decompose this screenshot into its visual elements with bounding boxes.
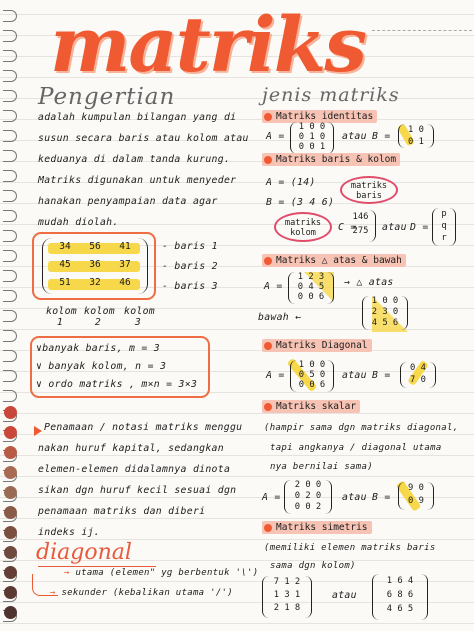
label-A: A =	[262, 492, 281, 503]
ring-icon	[3, 310, 17, 322]
ring-icon	[3, 30, 17, 42]
matrix-row: 1 0 0	[371, 296, 399, 306]
oval-matriks-kolom: matriks kolom	[274, 212, 332, 242]
matrix-cell: 46	[119, 277, 131, 288]
matrix-row: 2 3 0	[371, 307, 399, 317]
atau-label: atau	[342, 131, 367, 142]
section-title: Matriks identitas	[276, 111, 374, 122]
ring-icon	[3, 270, 17, 282]
example-matrix	[42, 238, 148, 294]
pengertian-line: Matriks digunakan untuk menyeder	[38, 175, 237, 186]
label-B: B =	[372, 492, 391, 503]
matrix-row: r	[441, 233, 447, 243]
matrix-row: 0 4	[410, 363, 426, 373]
kolom-matrix-C	[346, 210, 376, 242]
ring-icon	[3, 290, 17, 302]
ring-icon	[3, 370, 17, 382]
matrix-row: 0 5 0	[298, 370, 326, 380]
ring-dot-icon	[4, 486, 17, 499]
ring-icon	[3, 350, 17, 362]
label-D: D =	[410, 222, 429, 233]
heading-pengertian: Pengertian	[38, 84, 176, 110]
label-B: B =	[372, 370, 391, 381]
pengertian-line: mudah diolah.	[38, 217, 119, 228]
baris-text: baris 3	[174, 281, 218, 292]
diagonal-utama: → utama (elemen" yg berbentuk '\')	[64, 568, 259, 578]
matrix-row: 6 8 6	[386, 590, 414, 600]
matrix-row: 0 2 0	[294, 491, 322, 501]
title-divider	[372, 30, 472, 31]
matrix-cell: 36	[89, 259, 101, 270]
skalar-desc: (hampir sama dgn matriks diagonal,	[264, 423, 459, 433]
ring-dot-icon	[4, 526, 17, 539]
section-title: Matriks skalar	[276, 401, 357, 412]
bullet-icon	[264, 342, 272, 350]
ring-dot-icon	[4, 586, 17, 599]
oval-matriks-baris: matriks baris	[340, 176, 398, 204]
ring-icon	[3, 50, 17, 62]
simetris-desc: sama dgn kolom)	[270, 561, 356, 571]
arrow-icon	[34, 426, 42, 436]
penamaan-line: indeks ij.	[38, 527, 100, 538]
matrix-row: 0 1 0	[298, 132, 326, 142]
bullet-icon	[264, 113, 272, 121]
ring-dot-icon	[4, 426, 17, 439]
section-title: Matriks baris & kolom	[276, 154, 397, 165]
pengertian-line: hanakan penyampaian data agar	[38, 196, 218, 207]
section-skalar	[262, 400, 360, 413]
ring-icon	[3, 10, 17, 22]
kolom-label: kolom 1	[46, 306, 77, 328]
section-title: Matriks simetris	[276, 522, 368, 533]
segitiga-bawah-matrix	[362, 296, 408, 330]
bullet-icon	[264, 524, 272, 532]
baris-example-B: B = (3 4 6)	[266, 197, 335, 208]
baris-label: - baris 1	[162, 241, 218, 252]
matrix-row: 2 1 8	[273, 603, 301, 613]
atau-label: atau	[342, 370, 367, 381]
kolom-matrix-D	[432, 208, 456, 246]
bullet-icon	[264, 257, 272, 265]
matrix-row: 0 9	[408, 496, 424, 506]
ring-dot-icon	[4, 446, 17, 459]
section-title: Matriks △ atas & bawah	[276, 255, 402, 266]
baris-label: - baris 3	[162, 281, 218, 292]
section-baris-kolom	[262, 153, 400, 166]
atau-label: atau	[382, 222, 407, 233]
section-title: Matriks Diagonal	[276, 340, 368, 351]
segitiga-atas-matrix	[288, 272, 334, 304]
matrix-row: 0 0 2	[294, 502, 322, 512]
label-C: C =	[338, 222, 357, 233]
diagonal-underline	[38, 566, 156, 567]
section-simetris	[262, 521, 372, 534]
ring-icon	[3, 390, 17, 402]
ring-dot-icon	[4, 406, 17, 419]
penamaan-line: sikan dgn huruf kecil sesuai dgn	[38, 485, 237, 496]
penamaan-line: Penamaan / notasi matriks menggu	[44, 422, 243, 433]
matrix-cell: 41	[119, 241, 131, 252]
pengertian-line: keduanya di dalam tanda kurung.	[38, 154, 231, 165]
atau-label: atau	[342, 492, 367, 503]
baris-label: - baris 2	[162, 261, 218, 272]
section-diagonal	[262, 339, 372, 352]
matrix-row: 2 0 0	[294, 480, 322, 490]
ring-icon	[3, 150, 17, 162]
matrix-row: 1 2 3	[297, 272, 325, 282]
pengertian-line: susun secara baris atau kolom atau	[38, 133, 249, 144]
ring-icon	[3, 90, 17, 102]
kolom-label: kolom 2	[84, 306, 115, 328]
diagonal-matrix-B	[400, 362, 436, 388]
matrix-row: 7 0	[410, 375, 426, 385]
diagonal-matrix-A	[290, 360, 334, 392]
diagonal-sekunder-text: sekunder (kebalikan utama '/')	[61, 588, 233, 598]
matrix-cell: 45	[59, 259, 71, 270]
ring-dot-icon	[4, 466, 17, 479]
matrix-row: 0 0 6	[297, 292, 325, 302]
ring-icon	[3, 70, 17, 82]
spiral-binding	[3, 10, 21, 630]
label-A: A =	[266, 131, 285, 142]
bullet-icon	[264, 403, 272, 411]
ring-icon	[3, 230, 17, 242]
summary-line: ∨ banyak kolom, n = 3	[36, 361, 167, 372]
matrix-row: 1 3 1	[273, 590, 301, 600]
diagonal-heading: diagonal	[36, 540, 132, 565]
baris-example-A: A = (14)	[266, 177, 316, 188]
matrix-row: 1 0	[408, 125, 424, 135]
baris-text: baris 1	[174, 241, 218, 252]
matrix-cell: 32	[89, 277, 101, 288]
matrix-row: 0 0 6	[298, 380, 326, 390]
diagonal-sekunder: → sekunder (kebalikan utama '/')	[50, 588, 233, 598]
page-title: matriks	[50, 0, 366, 89]
matrix-row: 1 6 4	[386, 576, 414, 586]
ring-dot-icon	[4, 546, 17, 559]
baris-text: baris 2	[174, 261, 218, 272]
penamaan-line: nakan huruf kapital, sedangkan	[38, 443, 224, 454]
matrix-row: 275	[352, 226, 369, 236]
section-segitiga	[262, 254, 406, 267]
matrix-row: 0 1	[408, 137, 424, 147]
label-atas: → △ atas	[344, 277, 394, 288]
ring-dot-icon	[4, 566, 17, 579]
ring-icon	[3, 110, 17, 122]
skalar-desc: nya bernilai sama)	[270, 462, 373, 472]
diagonal-utama-text: utama (elemen" yg berbentuk '\')	[75, 568, 259, 578]
simetris-matrix-1	[262, 576, 312, 618]
identitas-matrix-B	[398, 124, 434, 148]
matrix-cell: 34	[59, 241, 71, 252]
matrix-cell: 56	[89, 241, 101, 252]
label-B: B =	[372, 131, 391, 142]
ring-icon	[3, 170, 17, 182]
penamaan-line: penamaan matriks dan diberi	[38, 506, 206, 517]
matrix-row: q	[441, 221, 447, 231]
simetris-desc: (memiliki elemen matriks baris	[264, 543, 436, 553]
simetris-matrix-2	[372, 574, 428, 620]
heading-jenis-matriks: jenis matriks	[262, 84, 400, 106]
ring-icon	[3, 330, 17, 342]
matrix-row: 4 5 6	[371, 318, 399, 328]
ring-icon	[3, 250, 17, 262]
atau-label: atau	[332, 590, 357, 601]
matrix-row: 1 0 0	[298, 360, 326, 370]
identitas-matrix-A	[290, 122, 334, 154]
matrix-row: 1 0 0	[298, 122, 326, 132]
ring-icon	[3, 210, 17, 222]
matrix-cell: 51	[59, 277, 71, 288]
skalar-desc: tapi angkanya / diagonal utama	[270, 443, 442, 453]
ring-dot-icon	[4, 506, 17, 519]
summary-line: ∨ ordo matriks , m×n = 3×3	[36, 379, 198, 390]
matrix-row: 9 0	[408, 483, 424, 493]
skalar-matrix-A	[284, 480, 332, 514]
kolom-label: kolom 3	[124, 306, 155, 328]
matrix-row: 4 6 5	[386, 604, 414, 614]
skalar-matrix-B	[398, 482, 434, 510]
ring-icon	[3, 130, 17, 142]
matrix-row: 0 0 1	[298, 142, 326, 152]
penamaan-line: elemen-elemen didalamnya dinota	[38, 464, 231, 475]
ring-dot-icon	[4, 606, 17, 619]
matrix-row: 7 1 2	[273, 577, 301, 587]
matrix-cell: 37	[119, 259, 131, 270]
matrix-row: 0 4 5	[297, 282, 325, 292]
matrix-row: 146	[352, 212, 369, 222]
label-A: A =	[264, 281, 283, 292]
label-bawah: bawah ←	[258, 312, 302, 323]
bullet-icon	[264, 156, 272, 164]
summary-line: ∨banyak baris, m = 3	[36, 343, 160, 354]
ring-icon	[3, 190, 17, 202]
matrix-row: p	[441, 209, 447, 219]
label-A: A =	[266, 370, 285, 381]
pengertian-line: adalah kumpulan bilangan yang di	[38, 112, 237, 123]
